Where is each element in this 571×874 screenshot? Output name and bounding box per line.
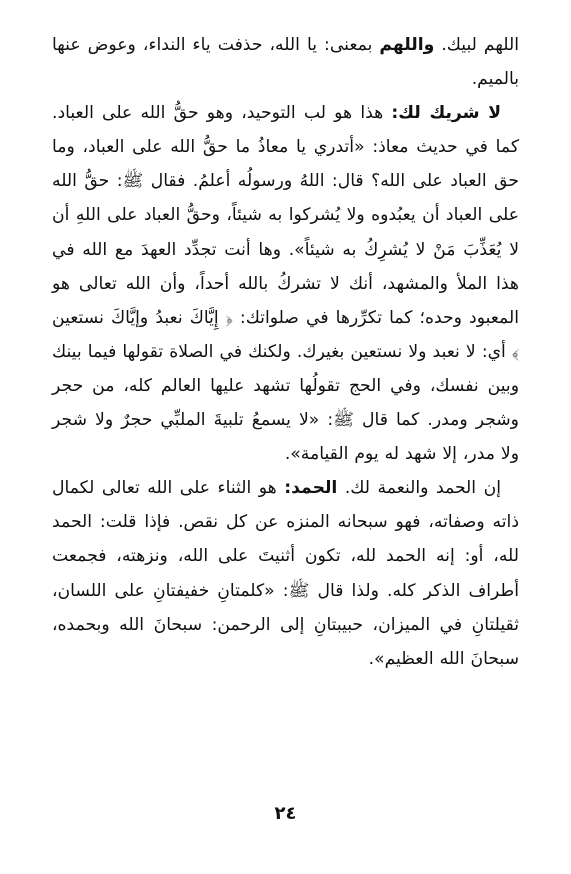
term-allahumma: واللهم [379,35,435,55]
paragraph-3 [52,471,519,676]
paragraph-3-part-1: إن الحمد والنعمة لك. [337,478,501,499]
paragraph-1-part-1: اللهم لبيك. [434,35,519,55]
paragraph-1-part-3: بمعنى: يا الله، حذفت ياء النداء، وعوض عنها بالميم. [52,35,519,90]
page-body-text [52,28,519,676]
paragraph-1 [52,28,519,96]
page-number: ٢٤ [274,803,297,824]
paragraph-3-body: هو الثناء على الله تعالى لكمال ذاته وصفاته، فهو سبحانه المنزه عن كل نقص. فإذا قلت: الحمد لله، أو: إنه الحمد لله، تكون أثنيتَ على الله، ونزهته، فجمعت أطراف الذكر كله. ولذا قال ﷺ: «كلمتانِ خفيفتانِ على اللسان، ثقيلتانِ في الميزان، حبيبتانِ إلى الرحمن: سبحانَ الله وبحمده، سبحانَ الله العظيم». [52,478,519,669]
term-la-sharika-lak: لا شريك لك: [391,103,502,124]
term-al-hamd: الحمد: [284,478,338,499]
paragraph-2-body: هذا هو لب التوحيد، وهو حقُّ الله على العباد. كما في حديث معاذ: «أتدري يا معاذُ ما حقُّ الله على العباد، وما حق العباد على الله؟ قال: اللهُ ورسولُه أعلمُ. فقال ﷺ: حقُّ الله على العباد أن يعبُدوه ولا يُشركوا به شيئاً، وحقُّ العباد على اللهِ أن لا يُعَذِّبَ مَنْ لا يُشرِكُ به شيئاً». وها أنت تجدِّد العهدَ مع الله في هذا الملأ والمشهد، أنك لا تشركُ بالله أحداً، وأن الله تعالى هو المعبود وحده؛ كما تكرِّرها في صلواتك: ﴿ إِيَّاكَ نعبدُ وإيَّاكَ نستعين ﴾ أي: لا نعبد ولا نستعين بغيرك. ولكنك في الصلاة تقولها فيما بينك وبين نفسك، وفي الحج تقولُها تشهد عليها العالم كله، من حجر وشجر ومدر. كما قال ﷺ: «لا يسمعُ تلبيةَ الملبِّي حجرٌ ولا شجر ولا مدر، إلا شهد له يوم القيامة». [52,103,519,465]
paragraph-2 [52,96,519,471]
